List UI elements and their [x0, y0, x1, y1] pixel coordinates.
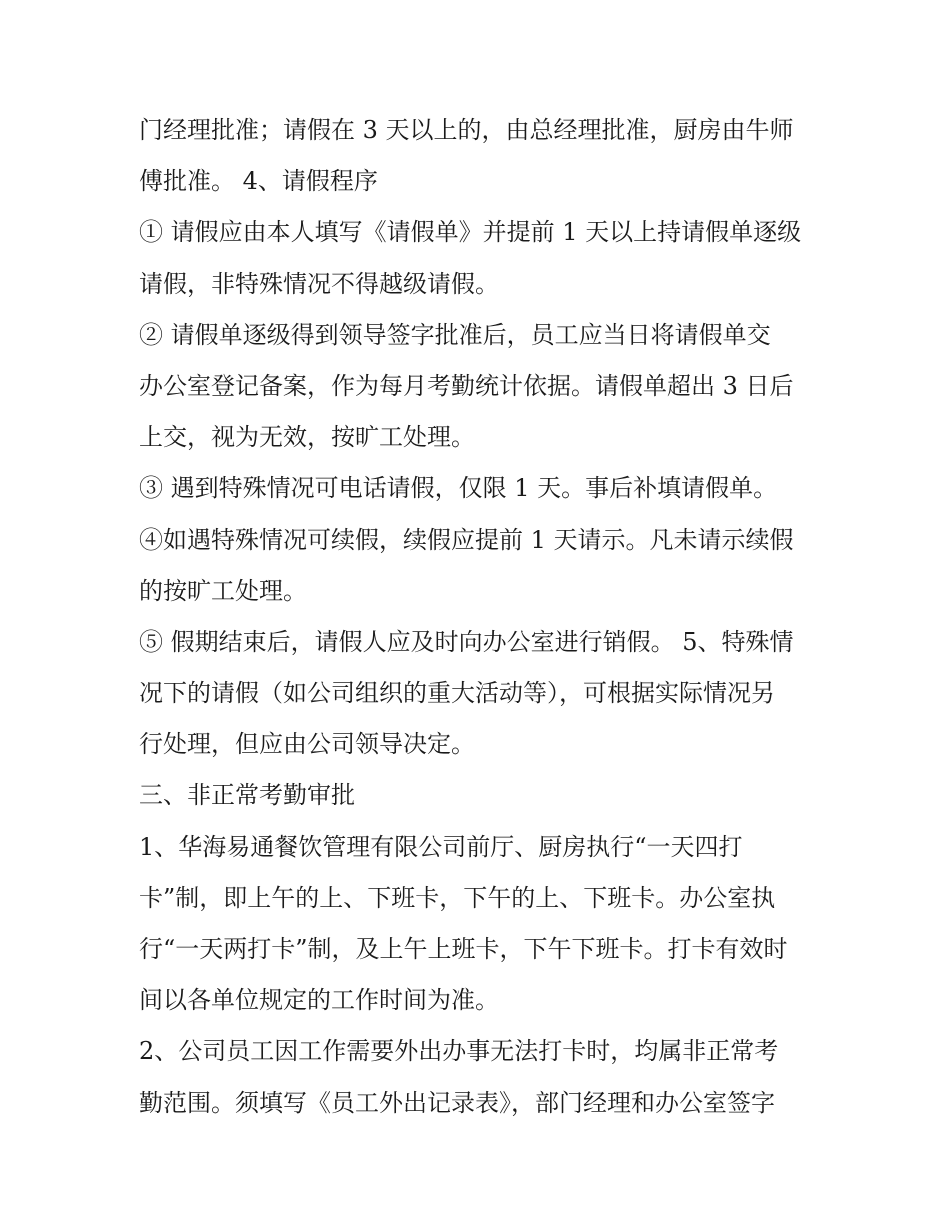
text-line: 办公室登记备案，作为每月考勤统计依据。请假单超出 3 日后	[139, 371, 794, 400]
text-line: 勤范围。须填写《员工外出记录表》，部门经理和办公室签字	[139, 1088, 775, 1117]
text-line: 的按旷工处理。	[139, 576, 307, 605]
text-line: 2、公司员工因工作需要外出办事无法打卡时，均属非正常考	[139, 1037, 779, 1066]
document-body	[139, 110, 819, 1134]
text-line: 傅批准。 4、请假程序	[139, 167, 378, 196]
text-line: ③ 遇到特殊情况可电话请假，仅限 1 天。事后补填请假单。	[139, 474, 778, 503]
text-line: 上交，视为无效，按旷工处理。	[139, 423, 475, 452]
text-line: 行“一天两打卡”制，及上午上班卡，下午下班卡。打卡有效时	[139, 935, 788, 963]
text-line: ④如遇特殊情况可续假，续假应提前 1 天请示。凡未请示续假	[139, 525, 794, 554]
text-line: 门经理批准；请假在 3 天以上的，由总经理批准，厨房由牛师	[139, 116, 794, 144]
text-line: 行处理，但应由公司领导决定。	[139, 730, 475, 759]
text-line: 卡”制，即上午的上、下班卡，下午的上、下班卡。办公室执	[139, 883, 776, 912]
text-line: ⑤ 假期结束后，请假人应及时向办公室进行销假。 5、特殊情	[139, 627, 794, 656]
text-line: ② 请假单逐级得到领导签字批准后，员工应当日将请假单交	[139, 320, 771, 349]
text-line: 间以各单位规定的工作时间为准。	[139, 986, 499, 1015]
text-line: ① 请假应由本人填写《请假单》并提前 1 天以上持请假单逐级	[139, 218, 802, 247]
section-heading: 三、非正常考勤审批	[139, 781, 355, 810]
text-line: 请假，非特殊情况不得越级请假。	[139, 269, 499, 298]
text-line: 1、华海易通餐饮管理有限公司前厅、厨房执行“一天四打	[139, 832, 743, 861]
text-line: 况下的请假（如公司组织的重大活动等），可根据实际情况另	[139, 679, 775, 708]
